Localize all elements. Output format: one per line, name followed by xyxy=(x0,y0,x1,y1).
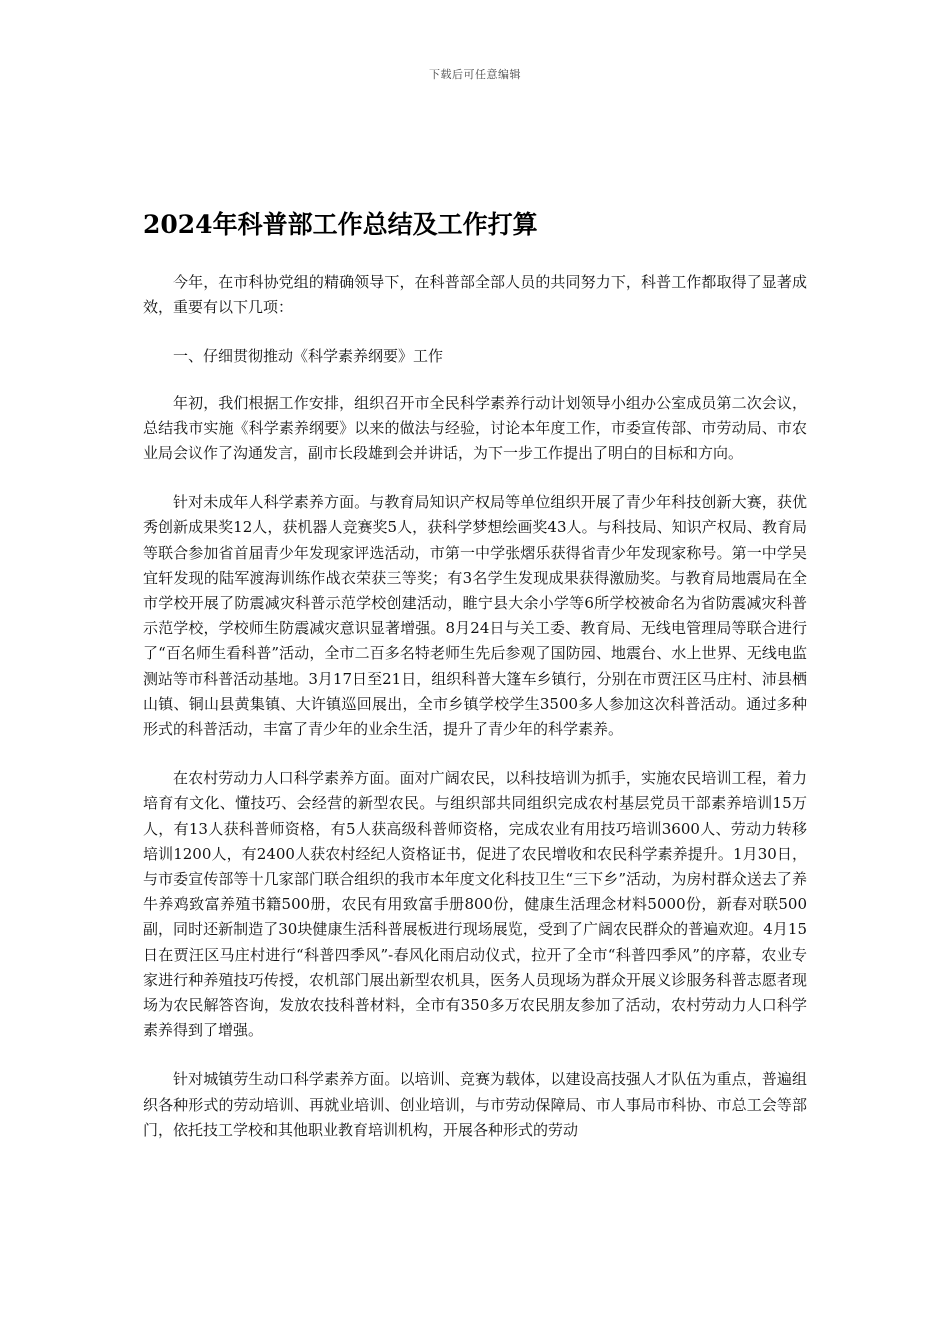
paragraph-rural: 在农村劳动力人口科学素养方面。面对广阔农民，以科技培训为抓手，实施农民培训工程，着力培育有文化、懂技巧、会经营的新型农民。与组织部共同组织完成农村基层党员干部素养培训15万人，有13人获科普师资格，有5人获高级科普师资格，完成农业有用技巧培训3600人、劳动力转移培训1200人，有2400人获农村经纪人资格证书，促进了农民增收和农民科学素养提升。1月30日，与市委宣传部等十几家部门联合组织的我市本年度文化科技卫生“三下乡”活动，为房村群众送去了养牛养鸡致富养殖书籍500册，农民有用致富手册800份，健康生活理念材料5000份，新春对联500副，同时还新制造了30块健康生活科普展板进行现场展览，受到了广阔农民群众的普遍欢迎。4月15日在贾汪区马庄村进行“科普四季风”-春风化雨启动仪式，拉开了全市“科普四季风”的序幕，农业专家进行种养殖技巧传授，农机部门展出新型农机具，医务人员现场为群众开展义诊服务科普志愿者现场为农民解答咨询，发放农技科普材料，全市有350多万农民朋友参加了活动，农村劳动力人口科学素养得到了增强。 xyxy=(143,769,807,1040)
document-body xyxy=(143,270,807,1167)
paragraph-urban: 针对城镇劳生动口科学素养方面。以培训、竞赛为载体，以建设高技强人才队伍为重点，普遍组织各种形式的劳动培训、再就业培训、创业培训，与市劳动保障局、市人事局市科协、市总工会等部门，依托技工学校和其他职业教育培训机构，开展各种形式的劳动 xyxy=(143,1070,807,1139)
paragraph-intro: 今年，在市科协党组的精确领导下，在科普部全部人员的共同努力下，科普工作都取得了显著成效，重要有以下几项： xyxy=(143,273,807,317)
section-heading-1: 一、仔细贯彻推动《科学素养纲要》工作 xyxy=(173,347,444,366)
paragraph-meeting: 年初，我们根据工作安排，组织召开市全民科学素养行动计划领导小组办公室成员第二次会议，总结我市实施《科学素养纲要》以来的做法与经验，讨论本年度工作，市委宣传部、市劳动局、市农业局会议作了沟通发言，副市长段雄到会并讲话，为下一步工作提出了明白的目标和方向。 xyxy=(143,393,807,463)
document-title: 2024年科普部工作总结及工作打算 xyxy=(143,210,538,239)
paragraph-youth: 针对未成年人科学素养方面。与教育局知识产权局等单位组织开展了青少年科技创新大赛，获优秀创新成果奖12人，获机器人竞赛奖5人，获科学梦想绘画奖43人。与科技局、知识产权局、教育局等联合参加省首届青少年发现家评选活动，市第一中学张熠乐获得省青少年发现家称号。第一中学吴宜轩发现的陆军渡海训练作战衣荣获三等奖；有3名学生发现成果获得激励奖。与教育局地震局在全市学校开展了防震减灾科普示范学校创建活动，睢宁县大余小学等6所学校被命名为省防震减灾科普示范学校，学校师生防震减灾意识显著增强。8月24日与关工委、教育局、无线电管理局等联合进行了“百名师生看科普”活动，全市二百多名特老师生先后参观了国防园、地震台、水上世界、无线电监测站等市科普活动基地。3月17日至21日，组织科普大篷车乡镇行，分别在市贾汪区马庄村、沛县栖山镇、铜山县黄集镇、大许镇巡回展出，全市乡镇学校学生3500多人参加这次科普活动。通过多种形式的科普活动，丰富了青少年的业余生活，提升了青少年的科学素养。 xyxy=(143,493,807,739)
page-header-note: 下载后可任意编辑 xyxy=(429,68,521,81)
